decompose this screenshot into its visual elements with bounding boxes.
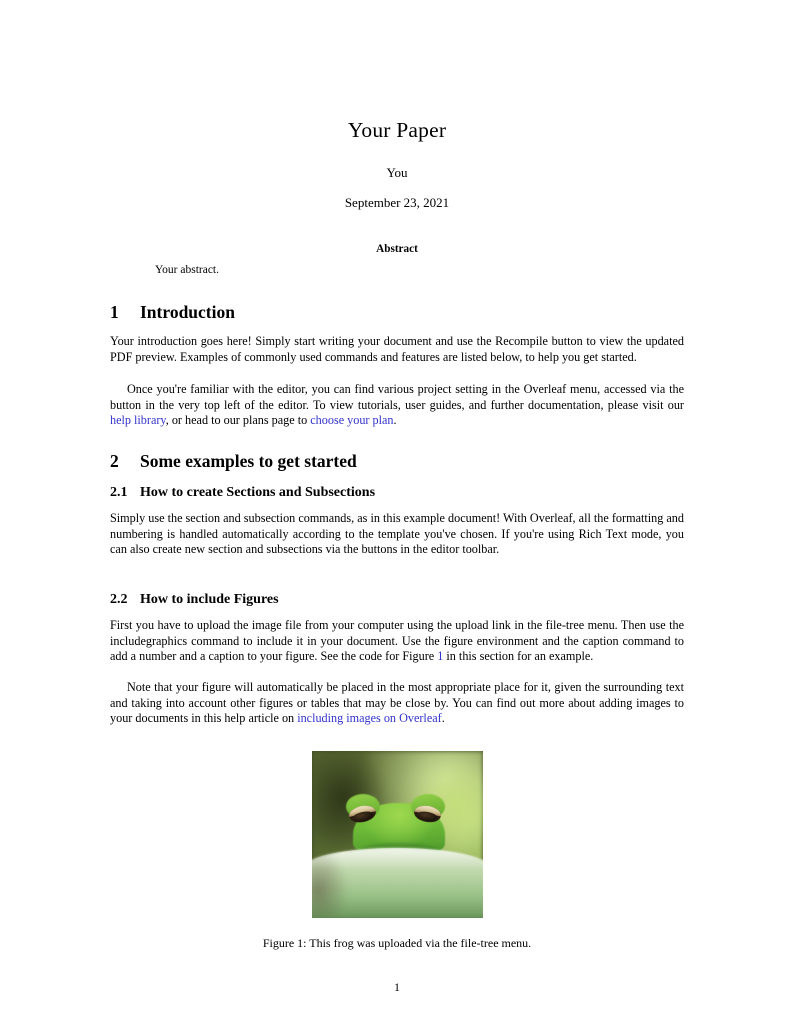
publication-date: September 23, 2021 (344, 195, 450, 210)
figure-caption: Figure 1: This frog was uploaded via the file-tree menu. (262, 936, 532, 950)
hyperlink[interactable]: including images on Overleaf (297, 711, 442, 726)
subsection-title-2-2: How to include Figures (140, 592, 279, 607)
text-run: . (441, 711, 445, 726)
text-run: . (393, 413, 397, 428)
section-number-1: 1 (110, 302, 119, 322)
text-run: , or head to our plans page to (165, 413, 311, 428)
hyperlink[interactable]: 1 (437, 649, 444, 664)
subsection-title-2-1: How to create Sections and Subsections (140, 485, 376, 500)
section-number-2: 2 (110, 451, 119, 471)
abstract-heading: Abstract (376, 243, 418, 255)
paragraph-1-2 (110, 382, 684, 429)
subsection-number-2-2: 2.2 (110, 592, 128, 607)
section-heading-2 (110, 451, 684, 471)
hyperlink[interactable]: choose your plan (310, 413, 394, 428)
text-run: First you have to upload the image file from your computer using the upload link in the file-tree menu. Then use the includegraphics command to include it in your document. Use the figure environment and the caption command to add a number and a caption to your figure. See the code for Figure (110, 618, 684, 664)
page-number: 1 (394, 980, 400, 994)
paragraph-1-1 (110, 334, 684, 365)
author-name: You (386, 165, 408, 180)
section-title-1: Introduction (140, 302, 235, 322)
leaf-stem-shadow (312, 848, 350, 918)
abstract-block (155, 243, 639, 278)
figure-block (110, 751, 684, 918)
text-run: Note that your figure will automatically be placed in the most appropriate place for it, given the surrounding text and taking into account other figures or tables that may be close by. You can find out more about adding images to your documents in this help article on (110, 680, 684, 726)
frog-photo (312, 751, 483, 918)
abstract-body: Your abstract. (155, 264, 219, 276)
subsection-number-2-1: 2.1 (110, 485, 128, 500)
subsection-heading-2-2 (110, 592, 684, 608)
text-run: in this section for an example. (443, 649, 594, 664)
text-run: Simply use the section and subsection commands, as in this example document! With Overleaf, all the formatting and numbering is handled automatically according to the template you've chosen. If you're using Rich Text mode, you can also create new section and subsections via the buttons in the editor toolbar. (110, 511, 684, 557)
text-run: Once you're familiar with the editor, you can find various project setting in the Overleaf menu, accessed via the button in the very top left of the editor. To view tutorials, user guides, and further documentation, please visit our (110, 382, 684, 412)
section-heading-1 (110, 302, 684, 322)
paragraph-2-2-1 (110, 618, 684, 665)
section-title-2: Some examples to get started (140, 451, 357, 471)
paragraph-2-2-2 (110, 680, 684, 727)
hyperlink[interactable]: help library (110, 413, 166, 428)
paragraph-2-1-1 (110, 511, 684, 558)
text-run: Your introduction goes here! Simply start writing your document and use the Recompile button to view the updated PDF preview. Examples of commonly used commands and features are listed below, to help you get started. (110, 334, 684, 364)
subsection-heading-2-1 (110, 485, 684, 501)
page-title: Your Paper (347, 118, 447, 142)
